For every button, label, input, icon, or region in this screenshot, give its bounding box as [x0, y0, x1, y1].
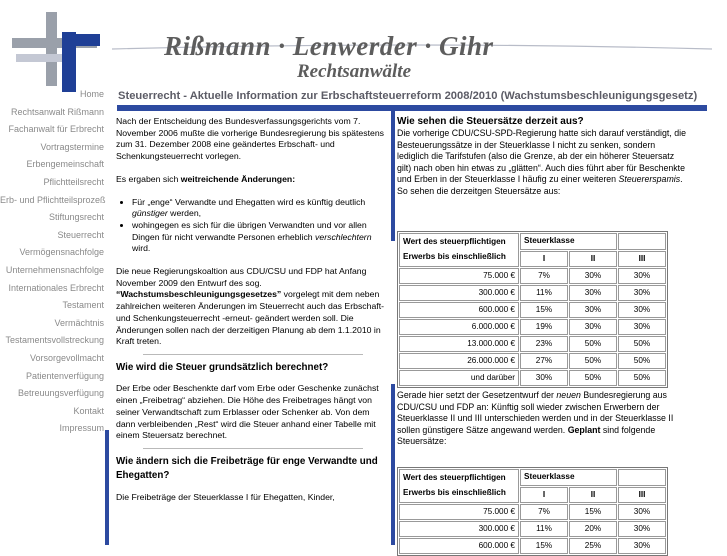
planned-paragraph — [397, 390, 689, 448]
cell-value: 13.000.000 € — [399, 336, 519, 352]
list-item-text: wohingegen es sich für die übrigen Verwandten und vor allen Dingen für nicht verwandte Personen erheblich — [132, 219, 367, 242]
table-row — [399, 504, 666, 520]
cell-rate: 15% — [569, 504, 617, 520]
sidebar-item-unternehmensnachfolge[interactable]: Unternehmensnachfolge — [5, 264, 104, 275]
sidebar-item-pflichtteilsrecht[interactable]: Pflichtteilsrecht — [43, 176, 104, 187]
planned-text: sind folgende Steuersätze: — [397, 424, 656, 447]
allowance-paragraph: Die Freibeträge der Steuerklasse I für Ehegatten, Kinder, — [116, 491, 335, 502]
cell-value: 300.000 € — [399, 521, 519, 537]
table-header-class-2: II — [569, 487, 617, 503]
cell-value: 75.000 € — [399, 268, 519, 284]
cell-rate: 30% — [520, 370, 568, 386]
cell-rate: 50% — [569, 336, 617, 352]
sidebar-item-testamentsvollstreckung[interactable]: Testamentsvollstreckung — [5, 335, 104, 346]
sidebar-item-kontakt[interactable]: Kontakt — [73, 405, 104, 416]
sidebar-item-vorsorgevollmacht[interactable]: Vorsorgevollmacht — [29, 352, 104, 363]
sidebar-item-erbengemeinschaft[interactable]: Erbengemeinschaft — [26, 159, 104, 170]
rates-emphasis: Steuererspamis — [618, 174, 681, 185]
cell-rate: 30% — [569, 319, 617, 335]
sidebar-item-vortragstermine[interactable]: Vortragstermine — [40, 141, 104, 152]
sidebar-item-steuerrecht[interactable]: Steuerrecht — [57, 229, 104, 240]
table-row — [399, 285, 666, 301]
coalition-bold: “Wachstumsbeschleunigungsgesetzes” — [116, 289, 282, 300]
table-row — [399, 336, 666, 352]
cell-rate: 11% — [520, 521, 568, 537]
cell-rate: 30% — [618, 302, 666, 318]
sidebar-item-rechtsanwalt[interactable]: Rechtsanwalt Rißmann — [10, 106, 104, 117]
section-heading: Wie ändern sich die Freibeträge für enge Verwandte und Ehegatten? — [116, 455, 378, 482]
table-row — [399, 370, 666, 386]
right-column-lower — [397, 390, 689, 448]
cell-value: 6.000.000 € — [399, 319, 519, 335]
cell-rate: 25% — [569, 538, 617, 554]
divider — [143, 448, 363, 449]
list-item-text: werden, — [167, 208, 202, 219]
cell-rate: 50% — [618, 353, 666, 369]
sidebar-item-vermoegensnachfolge[interactable]: Vermögensnachfolge — [19, 247, 104, 258]
planned-text: Gerade hier setzt der Gesetzentwurf der — [397, 390, 557, 400]
planned-text: Bundesregierung aus CDU/CSU und FDP an: Künftig soll wieder zwischen Erwerbern der Steuerklasse II und III unterschieden werden und in der Steuerklasse II sollen günstigere Sätze angewand werden. — [397, 390, 674, 435]
table-header-class-2: II — [569, 251, 617, 267]
cell-rate: 27% — [520, 353, 568, 369]
table-header-class: Steuerklasse — [520, 469, 617, 486]
sidebar-item-prozess[interactable]: Erb- und Pflichtteilsprozeß — [0, 194, 106, 205]
table-header-class-1: I — [520, 251, 568, 267]
table-header-class-3: III — [618, 251, 666, 267]
table-header-value: Wert des steuerpflichtigen Erwerbs bis einschließlich — [399, 469, 519, 503]
sidebar-item-patientenverfuegung[interactable]: Patientenverfügung — [25, 370, 104, 381]
cell-rate: 11% — [520, 285, 568, 301]
table-row — [399, 521, 666, 537]
rates-text: Die vorherige CDU/CSU-SPD-Regierung hatte sich darauf verständigt, die Besteuerungssätze in der Steuerklasse I nicht zu senken, sondern lediglich die Tarifstufen (also die Grenze, ab der ein höherer Steuersatz gilt) nach oben hin etwas zu „glätten“. Auch dies führt aber für Beschenkte und Erben in der Steuerklasse I häufig zu einer weiteren — [397, 128, 686, 185]
cell-rate: 7% — [520, 268, 568, 284]
table-header-class: Steuerklasse — [520, 233, 617, 250]
table-header-value: Wert des steuerpflichtigen Erwerbs bis einschließlich — [399, 233, 519, 267]
list-item-emphasis: verschlechtern — [315, 231, 372, 242]
sidebar-item-internationales-erbrecht[interactable]: Internationales Erbrecht — [8, 282, 104, 293]
cell-rate: 30% — [618, 319, 666, 335]
cell-rate: 19% — [520, 319, 568, 335]
table-row — [399, 268, 666, 284]
cell-rate: 23% — [520, 336, 568, 352]
table-header-empty — [618, 469, 666, 486]
changes-list — [116, 197, 390, 256]
table-row — [399, 353, 666, 369]
section-heading: Wie sehen die Steuersätze derzeit aus? — [397, 116, 584, 127]
cell-rate: 30% — [618, 521, 666, 537]
cell-rate: 50% — [618, 336, 666, 352]
cell-rate: 30% — [618, 268, 666, 284]
cell-value: 26.000.000 € — [399, 353, 519, 369]
list-item-emphasis: günstiger — [132, 208, 168, 219]
cell-value: und darüber — [399, 370, 519, 386]
cell-rate: 30% — [569, 285, 617, 301]
coalition-text: vorgelegt mit dem neben zahlreichen weiteren Änderungen im Steuerrecht auch das Erbschaft- und Schenkungsteuerrecht -erneut- geändert werden soll. Die Änderungen sollen nach der derzeitigen Planung ab dem 1.1.2010 in Kraft treten. — [116, 289, 385, 347]
left-column — [116, 116, 390, 504]
firm-subtitle: Rechtsanwälte — [297, 61, 412, 82]
cell-rate: 30% — [618, 285, 666, 301]
page-title: Steuerrecht - Aktuelle Information zur Erbschaftsteuerreform 2008/2010 (Wachstumsbeschleunigungsgesetz) — [118, 90, 698, 102]
logo — [12, 12, 112, 92]
cell-rate: 30% — [569, 302, 617, 318]
cell-rate: 30% — [618, 504, 666, 520]
rates-caption: So sehen die derzeitgen Steuersätze aus: — [397, 185, 561, 196]
list-item — [132, 220, 390, 255]
cell-value: 300.000 € — [399, 285, 519, 301]
tax-rate-table-planned — [397, 467, 688, 556]
calculation-paragraph: Der Erbe oder Beschenkte darf vom Erbe oder Geschenke zunächst einen „Freibetrag“ abziehen. Die Höhe des Freibetrages hängt von seiner Verwandtschaft zum Erblasser oder Schenker ab. Von dem dann verbleibenden „Rest“ wird die Steuer anhand einer Tabelle mit einem Steuersatz berechnet. — [116, 383, 379, 441]
planned-bold: Geplant — [567, 424, 601, 435]
section-heading: Wie wird die Steuer grundsätzlich berechnet? — [116, 361, 329, 373]
list-item-text: Für „enge“ Verwandte und Ehegatten wird es künftig deutlich — [132, 196, 366, 207]
rates-text: . — [680, 174, 683, 185]
sidebar-item-testament[interactable]: Testament — [62, 300, 104, 311]
cell-value: 600.000 € — [399, 538, 519, 554]
intro-paragraph: Nach der Entscheidung des Bundesverfassungsgerichts vom 7. November 2006 mußte die vorherige Bundesregierung bis spätestens zum 31. Dezember 2008 eine geändertes Erbschaft- und Schenkungsteuerrecht vorlegen. — [116, 116, 385, 162]
logo-shape — [46, 12, 57, 86]
table-header-class-3: III — [618, 487, 666, 503]
sidebar-item-vermaechtnis[interactable]: Vermächtnis — [54, 317, 104, 328]
coalition-text: Die neue Regierungskoaltion aus CDU/CSU und FDP hat Anfang November 2009 den Entwurf des sog. — [116, 266, 367, 288]
logo-shape — [68, 34, 100, 46]
cell-value: 75.000 € — [399, 504, 519, 520]
cell-rate: 50% — [618, 370, 666, 386]
sidebar-item-betreuungsverfuegung[interactable]: Betreuungsverfügung — [17, 388, 104, 399]
sidebar-item-home[interactable]: Home — [79, 89, 104, 99]
cell-rate: 20% — [569, 521, 617, 537]
right-column — [397, 115, 689, 198]
cell-rate: 50% — [569, 370, 617, 386]
firm-name: Rißmann · Lenwerder · Gihr — [164, 31, 494, 61]
changes-intro-bold: weitreichende Änderungen: — [180, 173, 296, 184]
cell-rate: 15% — [520, 302, 568, 318]
cell-rate: 50% — [569, 353, 617, 369]
sidebar-nav — [0, 86, 104, 438]
table-header-empty — [618, 233, 666, 250]
sidebar-item-fachanwalt[interactable]: Fachanwalt für Erbrecht — [8, 124, 104, 135]
cell-rate: 30% — [618, 538, 666, 554]
accent-bar — [105, 430, 109, 545]
coalition-paragraph — [116, 266, 390, 348]
cell-rate: 30% — [569, 268, 617, 284]
accent-bar — [391, 111, 395, 241]
accent-bar — [391, 384, 395, 545]
changes-intro — [116, 174, 390, 186]
title-rule — [117, 105, 707, 111]
changes-intro-text: Es ergaben sich — [116, 173, 181, 184]
sidebar-item-stiftungsrecht[interactable]: Stiftungsrecht — [48, 212, 104, 223]
sidebar-item-impressum[interactable]: Impressum — [59, 423, 104, 434]
rates-paragraph — [397, 128, 689, 186]
logo-shape — [16, 54, 64, 62]
table-header-class-1: I — [520, 487, 568, 503]
tax-rate-table-current — [397, 231, 688, 388]
table-row — [399, 319, 666, 335]
cell-rate: 15% — [520, 538, 568, 554]
table-row — [399, 538, 666, 554]
list-item — [132, 197, 390, 220]
planned-emphasis: neuen — [556, 390, 581, 400]
cell-rate: 7% — [520, 504, 568, 520]
list-item-text: wird. — [132, 243, 151, 254]
cell-value: 600.000 € — [399, 302, 519, 318]
divider — [143, 354, 363, 355]
table-row — [399, 302, 666, 318]
